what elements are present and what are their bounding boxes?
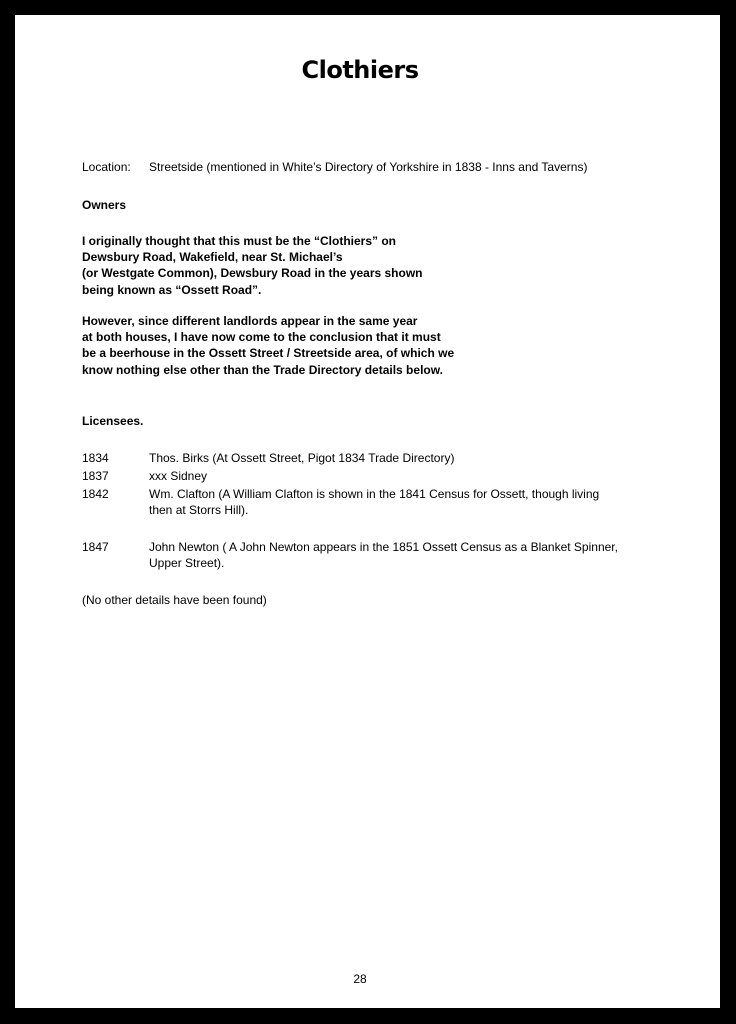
owners-paragraph-1-line: Dewsbury Road, Wakefield, near St. Michael’s [82,250,343,265]
location-label: Location: [82,160,131,174]
owners-paragraph-1 [82,233,423,298]
owners-paragraph-2-line: be a beerhouse in the Ossett Street / Streetside area, of which we [82,346,455,361]
licensee-details: Wm. Clafton (A William Clafton is shown in the 1841 Census for Ossett, though living then at Storrs Hill). [149,487,600,517]
owners-paragraph-2-line: know nothing else other than the Trade Directory details below. [82,362,443,377]
owners-paragraph-2-line: However, since different landlords appear in the same year [82,314,418,328]
licensee-year: 1837 [82,469,109,483]
licensee-year: 1842 [82,487,109,501]
document-page [15,15,720,1008]
licensees-heading: Licensees. [82,414,144,428]
page-number: 28 [353,972,367,986]
owners-paragraph-1-line: (or Westgate Common), Dewsbury Road in the years shown [82,266,423,281]
owners-paragraph-1-line: being known as “Ossett Road”. [82,282,262,297]
licensee-year: 1847 [82,540,109,554]
location-value: Streetside (mentioned in White’s Directory of Yorkshire in 1838 - Inns and Taverns) [149,160,588,174]
licensee-year: 1834 [82,451,109,465]
owners-paragraph-1-line: I originally thought that this must be the “Clothiers” on [82,234,396,248]
owners-paragraph-2 [82,313,454,378]
licensees-note: (No other details have been found) [82,593,267,607]
owners-heading: Owners [82,198,127,212]
licensee-details: John Newton ( A John Newton appears in the 1851 Ossett Census as a Blanket Spinner, Upper Street). [149,540,618,570]
owners-paragraph-2-line: at both houses, I have now come to the conclusion that it must [82,330,441,345]
page-title: Clothiers [301,56,419,84]
licensee-details: Thos. Birks (At Ossett Street, Pigot 1834 Trade Directory) [149,451,455,465]
licensee-details: xxx Sidney [149,469,208,483]
